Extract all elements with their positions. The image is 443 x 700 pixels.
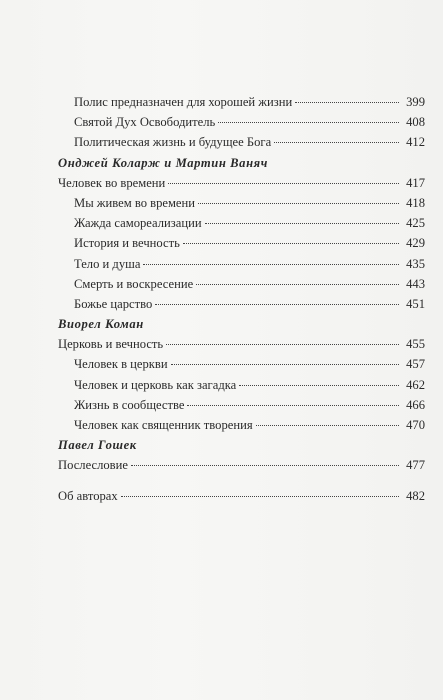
toc-entry-page: 412 [406,135,425,150]
toc-author: Виорел Коман [58,317,144,332]
dot-leader [218,121,399,123]
table-of-contents [58,92,425,506]
toc-entry-title: Святой Дух Освободитель [74,115,216,130]
toc-entry[interactable] [58,173,425,193]
toc-entry-page: 399 [406,95,425,109]
toc-entry-title: Человек и церковь как загадка [74,377,237,392]
toc-entry-title: Человек в церкви [74,357,168,372]
dot-leader [166,343,399,345]
toc-entry-page: 451 [406,296,425,311]
dot-leader [274,141,399,143]
toc-entry-title: Мы живем во времени [74,195,196,210]
toc-entry[interactable] [58,92,425,112]
toc-entry[interactable] [58,486,425,506]
toc-entry[interactable] [58,334,425,354]
toc-entry-title: Человек во времени [58,175,166,190]
toc-entry-page: 408 [406,115,425,130]
dot-leader [239,384,399,386]
toc-entry[interactable] [58,254,425,274]
toc-entry-title: Об авторах [58,488,118,503]
toc-entry-title: Тело и душа [74,256,141,271]
dot-leader [256,424,399,426]
dot-leader [198,202,399,204]
toc-entry-title: Полис предназначен для хорошей жизни [74,95,293,109]
toc-entry[interactable] [58,415,425,435]
dot-leader [155,303,399,305]
toc-entry-title: Жажда самореализации [74,216,202,231]
toc-entry[interactable] [58,375,425,395]
toc-entry[interactable] [58,294,425,314]
toc-entry[interactable] [58,395,425,415]
toc-entry-title: История и вечность [74,236,180,251]
toc-entry-page: 482 [406,488,425,503]
toc-entry-page: 429 [406,236,425,251]
toc-entry-page: 470 [406,418,425,432]
toc-entry-page: 417 [406,175,425,190]
toc-entry-page: 418 [406,195,425,210]
toc-entry-title: Церковь и вечность [58,337,164,352]
toc-author: Онджей Коларж и Мартин Ваняч [58,155,268,170]
dot-leader [196,283,399,285]
section-gap [58,476,425,486]
dot-leader [187,404,399,406]
toc-entry-page: 435 [406,256,425,271]
toc-entry[interactable] [58,193,425,213]
toc-entry-title: Послесловие [58,458,128,473]
toc-entry-page: 443 [406,276,425,291]
toc-entry-page: 462 [406,377,425,392]
toc-entry-page: 425 [406,216,425,231]
dot-leader [121,495,399,497]
toc-entry-title: Политическая жизнь и будущее Бога [74,135,272,150]
dot-leader [205,222,399,224]
toc-entry[interactable] [58,132,425,152]
toc-author: Павел Гошек [58,438,137,453]
dot-leader [183,242,399,244]
toc-entry-title: Смерть и воскресение [74,276,194,291]
toc-entry[interactable] [58,274,425,294]
toc-entry-title: Божье царство [74,296,153,311]
dot-leader [295,101,399,103]
toc-entry-page: 455 [406,337,425,352]
toc-entry[interactable] [58,233,425,253]
dot-leader [143,263,399,265]
dot-leader [168,182,399,184]
dot-leader [171,363,399,365]
toc-entry-page: 477 [406,458,425,473]
toc-entry[interactable] [58,354,425,374]
toc-entry-page: 466 [406,397,425,412]
dot-leader [131,464,399,466]
toc-entry-page: 457 [406,357,425,372]
toc-entry-title: Человек как священник творения [74,418,253,432]
toc-entry[interactable] [58,112,425,132]
toc-entry[interactable] [58,213,425,233]
toc-entry-title: Жизнь в сообществе [74,397,185,412]
toc-entry[interactable] [58,455,425,475]
